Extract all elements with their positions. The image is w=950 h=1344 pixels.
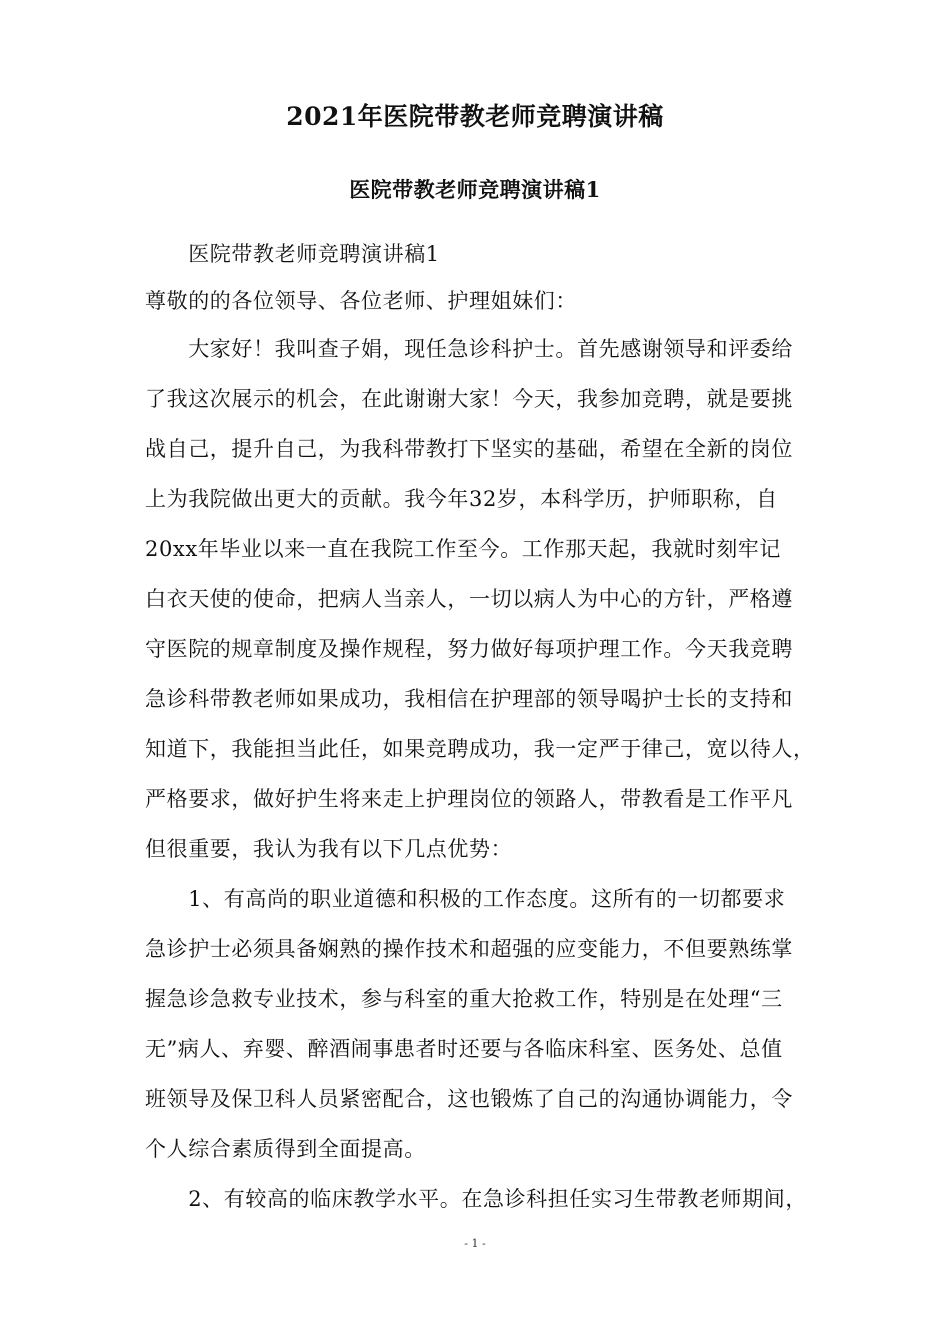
page-number: - 1 - (464, 1237, 486, 1250)
body-line: 急诊护士必须具备娴熟的操作技术和超强的应变能力，不但要熟练掌 (145, 937, 793, 961)
body-line: 握急诊急救专业技术，参与科室的重大抢救工作，特别是在处理“三 (145, 987, 783, 1011)
body-line: 战自己，提升自己，为我科带教打下坚实的基础，希望在全新的岗位 (145, 437, 793, 461)
body-line: 守医院的规章制度及操作规程，努力做好每项护理工作。今天我竞聘 (145, 637, 793, 661)
body-line: 医院带教老师竞聘演讲稿1 (145, 242, 440, 266)
body-line: 1、有高尚的职业道德和积极的工作态度。这所有的一切都要求 (145, 887, 786, 911)
body-line: 严格要求，做好护生将来走上护理岗位的领路人，带教看是工作平凡 (145, 787, 793, 811)
body-line: 个人综合素质得到全面提高。 (145, 1137, 426, 1161)
body-line: 班领导及保卫科人员紧密配合，这也锻炼了自己的沟通协调能力，令 (145, 1087, 793, 1111)
body-line: 知道下，我能担当此任，如果竞聘成功，我一定严于律己，宽以待人， (145, 737, 815, 761)
body-line: 但很重要，我认为我有以下几点优势： (145, 837, 513, 861)
body-line: 无”病人、弃婴、醉酒闹事患者时还要与各临床科室、医务处、总值 (145, 1037, 783, 1061)
body-line: 20xx年毕业以来一直在我院工作至今。工作那天起，我就时刻牢记 (145, 537, 782, 561)
body-line: 上为我院做出更大的贡献。我今年32岁，本科学历，护师职称，自 (145, 487, 778, 511)
body-line: 尊敬的的各位领导、各位老师、护理姐妹们： (145, 289, 577, 313)
body-line: 了我这次展示的机会，在此谢谢大家！今天，我参加竞聘，就是要挑 (145, 387, 793, 411)
section-heading: 医院带教老师竞聘演讲稿1 (349, 177, 601, 202)
body-line: 白衣天使的使命，把病人当亲人，一切以病人为中心的方针，严格遵 (145, 587, 793, 611)
body-line: 2、有较高的临床教学水平。在急诊科担任实习生带教老师期间， (145, 1187, 807, 1211)
document-title: 2021年医院带教老师竞聘演讲稿 (286, 102, 664, 131)
body-line: 大家好！我叫查子娟，现任急诊科护士。首先感谢领导和评委给 (145, 337, 793, 361)
body-line: 急诊科带教老师如果成功，我相信在护理部的领导喝护士长的支持和 (145, 687, 793, 711)
